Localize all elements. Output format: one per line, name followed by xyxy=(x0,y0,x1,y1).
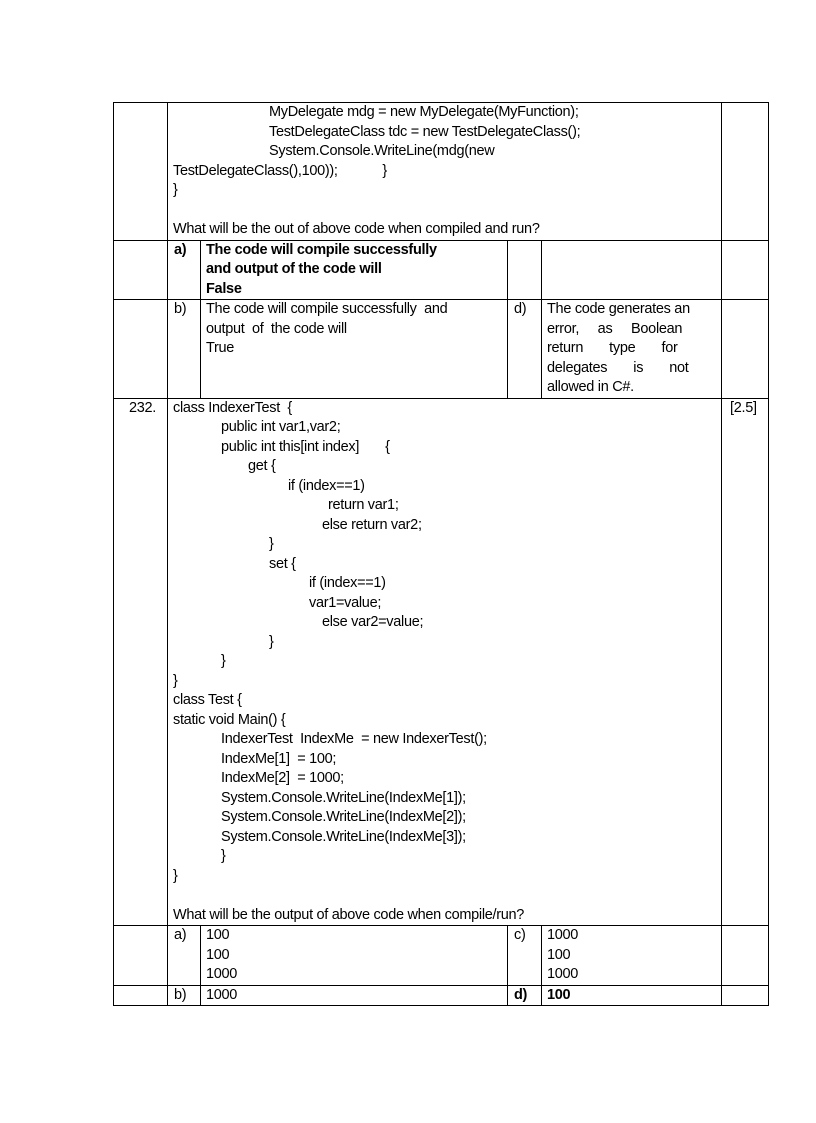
prev-code-line xyxy=(173,201,721,221)
option-d-label: d) xyxy=(508,300,542,399)
prev-question-code xyxy=(173,103,721,220)
q232-code-line: else var2=value; xyxy=(322,614,424,630)
q232-code-line: } xyxy=(269,536,274,552)
prev-code-line: TestDelegateClass(),100)); } xyxy=(173,162,387,179)
option-a-text: The code will compile successfully and output of the code will False xyxy=(201,240,508,300)
q232-code-line: static void Main() { xyxy=(173,711,286,728)
prev-question-code-cell xyxy=(168,103,722,241)
q232-code-line: else return var2; xyxy=(322,516,422,533)
option-b-label: b) xyxy=(168,300,201,399)
question-table xyxy=(113,102,769,1006)
option-d-text: The code generates an error, as Boolean return type for delegates is not allowed in C#. xyxy=(542,300,722,399)
q232-code-line: public int var1,var2; xyxy=(221,419,341,435)
q232-code-line: } xyxy=(221,848,226,864)
q232-code-line: System.Console.WriteLine(IndexMe[2]); xyxy=(221,809,466,825)
q232-code-line: } xyxy=(269,633,274,650)
q232-option-c-label: c) xyxy=(508,926,542,986)
q232-code-line: System.Console.WriteLine(IndexMe[1]); xyxy=(221,789,466,806)
q232-option-b-row xyxy=(114,985,769,1006)
q232-code-line: IndexMe[2] = 1000; xyxy=(221,770,344,786)
option-b-text: The code will compile successfully and output of the code will True xyxy=(201,300,508,399)
option-c-text-empty xyxy=(542,240,722,300)
prev-code-line: TestDelegateClass tdc = new TestDelegateClass(); xyxy=(269,123,581,140)
q232-option-a-text: 100 100 1000 xyxy=(201,926,508,986)
q232-code-line: if (index==1) xyxy=(288,477,365,494)
q232-option-a-row xyxy=(114,926,769,986)
prev-code-line: System.Console.WriteLine(mdg(new xyxy=(269,143,495,159)
question-232-code xyxy=(173,399,721,906)
q232-code-line: IndexerTest IndexMe = new IndexerTest(); xyxy=(221,731,487,747)
q232-option-d-label: d) xyxy=(508,985,542,1006)
prev-question-marks-cell xyxy=(722,103,769,241)
question-number: 232. xyxy=(114,398,168,926)
q232-code-line: public int this[int index] { xyxy=(221,438,390,455)
question-232-prompt: What will be the output of above code when compile/run? xyxy=(173,906,525,923)
q232-code-line: } xyxy=(173,867,178,884)
prev-code-line: MyDelegate mdg = new MyDelegate(MyFunction); xyxy=(269,104,579,120)
q232-code-line: return var1; xyxy=(328,497,399,513)
q232-option-b-label: b) xyxy=(168,985,201,1006)
option-a-label: a) xyxy=(168,240,201,300)
q232-option-a-label: a) xyxy=(168,926,201,986)
prev-question-code-row xyxy=(114,103,769,241)
q232-code-line: System.Console.WriteLine(IndexMe[3]); xyxy=(221,828,466,845)
prev-question-prompt: What will be the out of above code when compiled and run? xyxy=(173,221,540,237)
prev-question-number-cell xyxy=(114,103,168,241)
question-232-row xyxy=(114,398,769,926)
q232-code-line: class IndexerTest { xyxy=(173,399,292,416)
q232-code-line: class Test { xyxy=(173,692,242,708)
option-c-label-empty xyxy=(508,240,542,300)
q232-code-line: set { xyxy=(269,555,296,572)
q232-code-line: IndexMe[1] = 100; xyxy=(221,750,337,767)
q232-code-line: if (index==1) xyxy=(309,575,386,591)
q232-option-b-text: 1000 xyxy=(201,985,508,1006)
q232-code-line: } xyxy=(173,672,178,689)
q232-code-line: var1=value; xyxy=(309,594,382,611)
prev-code-line: } xyxy=(173,182,178,198)
q232-code-line xyxy=(173,886,721,906)
prev-option-a-row xyxy=(114,240,769,300)
q232-code-line: } xyxy=(221,653,226,669)
prev-option-b-row xyxy=(114,300,769,399)
q232-option-c-text: 1000 100 1000 xyxy=(542,926,722,986)
q232-code-line: get { xyxy=(248,458,276,474)
question-marks: [2.5] xyxy=(722,398,769,926)
question-232-code-cell xyxy=(168,398,722,926)
q232-option-d-text: 100 xyxy=(542,985,722,1006)
